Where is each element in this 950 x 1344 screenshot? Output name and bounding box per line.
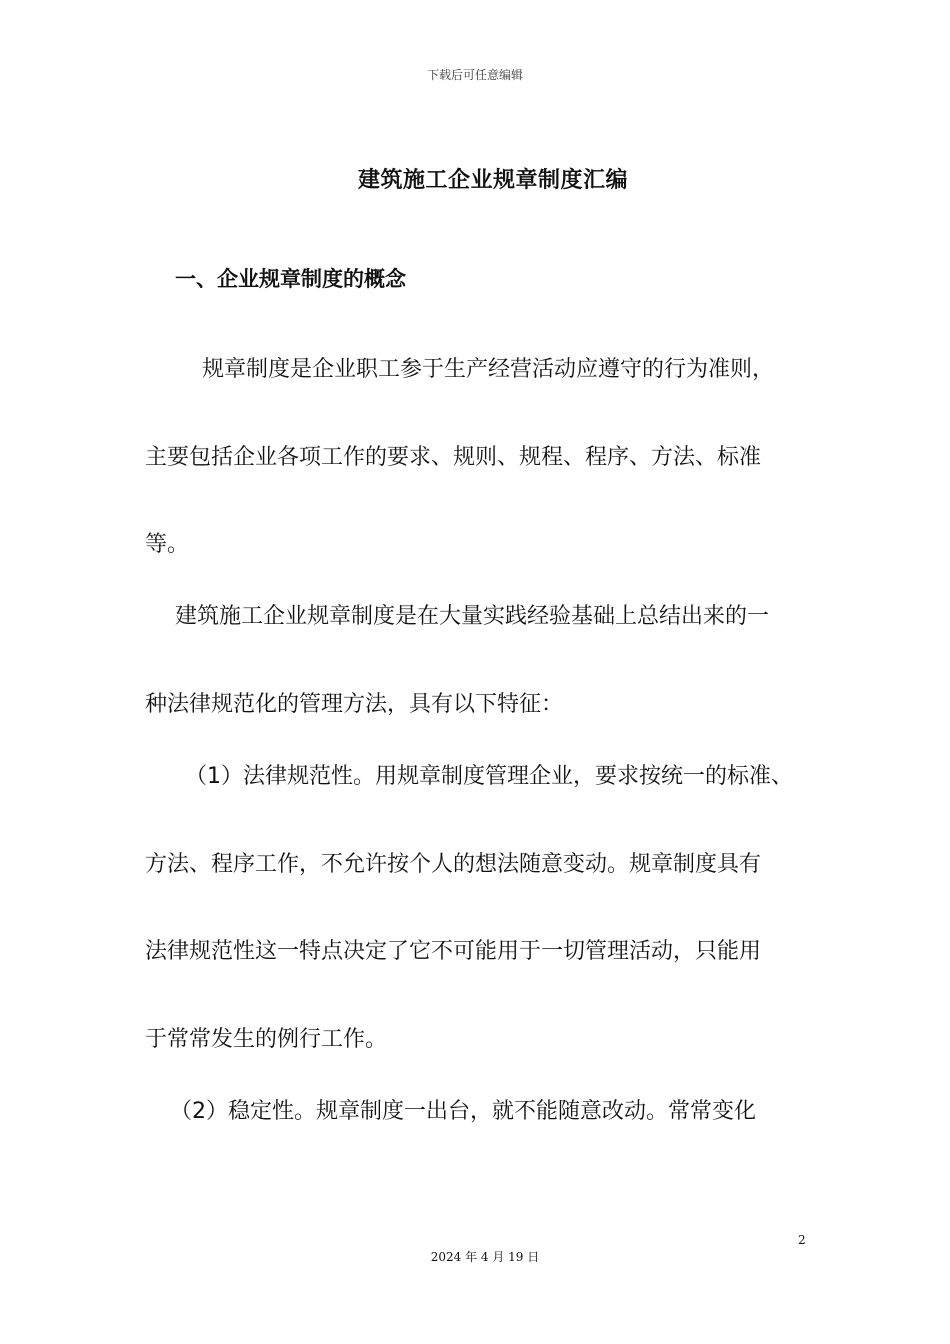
body-line: 主要包括企业各项工作的要求、规则、规程、程序、方法、标准: [145, 445, 762, 470]
body-line: 方法、程序工作，不允许按个人的想法随意变动。规章制度具有: [145, 852, 762, 877]
body-line: 于常常发生的例行工作。: [145, 1027, 388, 1052]
page-header: 下载后可任意编辑: [426, 68, 523, 82]
document-title: 建筑施工企业规章制度汇编: [357, 168, 628, 193]
body-line: 规章制度是企业职工参于生产经营活动应遵守的行为准则，: [202, 357, 775, 382]
body-line: 法律规范性这一特点决定了它不可能用于一切管理活动，只能用: [145, 939, 762, 964]
body-line: 种法律规范化的管理方法，具有以下特征：: [145, 692, 564, 717]
body-line: （1）法律规范性。用规章制度管理企业，要求按统一的标准、: [185, 764, 793, 789]
footer-date: 2024 年 4 月 19 日: [430, 1250, 540, 1264]
page-number: 2: [798, 1233, 806, 1247]
body-line: （2）稳定性。规章制度一出台，就不能随意改动。常常变化: [170, 1099, 756, 1124]
body-line: 等。: [145, 532, 190, 557]
body-line: 建筑施工企业规章制度是在大量实践经验基础上总结出来的一: [175, 604, 770, 629]
section-heading: 一、企业规章制度的概念: [175, 267, 406, 291]
